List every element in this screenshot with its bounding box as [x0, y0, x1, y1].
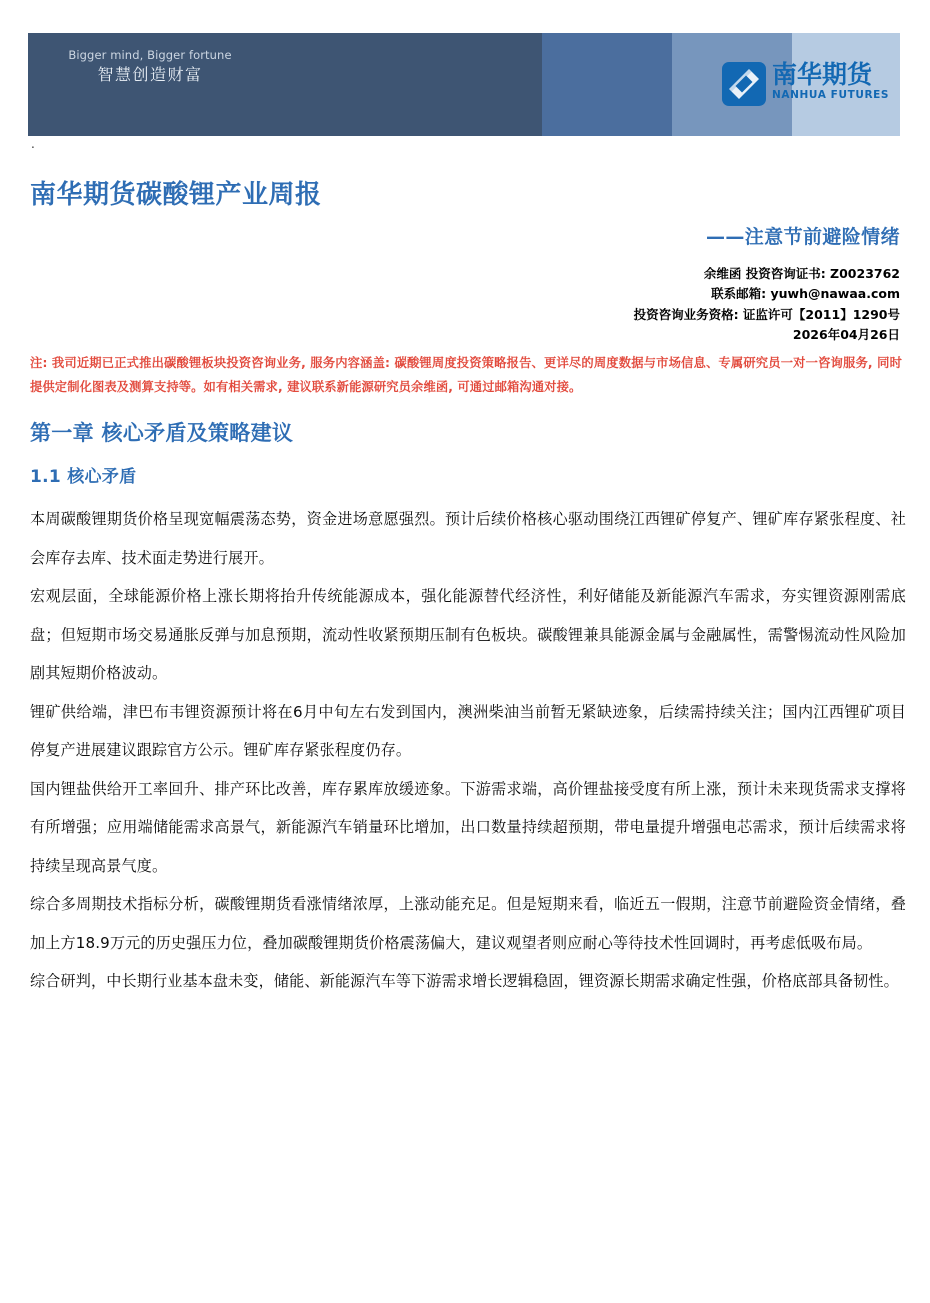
- paragraph-4: 国内锂盐供给开工率回升、排产环比改善，库存累库放缓迹象。下游需求端，高价锂盐接受度有所上涨，预计未来现货需求支撑将有所增强；应用端储能需求高景气，新能源汽车销量环比增加，出口数量持续超预期，带电量提升增强电芯需求，预计后续需求将持续呈现高景气度。: [30, 779, 906, 875]
- page-title: 南华期货碳酸锂产业周报: [30, 180, 322, 210]
- nanhua-logo-icon: [722, 62, 766, 106]
- header-band-mid: [542, 33, 672, 136]
- contact-email: 联系邮箱: yuwh@nawaa.com: [711, 286, 900, 302]
- stray-mark: .: [31, 137, 35, 151]
- logo-chinese-name: 南华期货: [772, 60, 873, 89]
- paragraph-6: 综合研判，中长期行业基本盘未变，储能、新能源汽车等下游需求增长逻辑稳固，锂资源长期需求确定性强，价格底部具备韧性。: [30, 972, 899, 990]
- author-meta-block: [634, 264, 900, 345]
- logo-english-name: NANHUA FUTURES: [772, 89, 890, 101]
- paragraph-1: 本周碳酸锂期货价格呈现宽幅震荡态势，资金进场意愿强烈。预计后续价格核心驱动围绕江西锂矿停复产、锂矿库存紧张程度、社会库存去库、技术面走势进行展开。: [30, 510, 906, 567]
- report-date: 2026年04月26日: [792, 326, 900, 342]
- service-notice: 注: 我司近期已正式推出碳酸锂板块投资咨询业务, 服务内容涵盖: 碳酸锂周度投资策略报告、更详尽的周度数据与市场信息、专属研究员一对一咨询服务, 同时提供定制化图表及测算支持等。如有相关需求, 建议联系新能源研究员余维函, 可通过邮箱沟通对接。: [30, 356, 902, 394]
- license-number: 投资咨询业务资格: 证监许可【2011】1290号: [633, 306, 900, 322]
- company-logo: [722, 62, 889, 106]
- body-content: [30, 500, 906, 1001]
- slogan-chinese: 智慧创造财富: [97, 65, 203, 85]
- logo-text: [772, 62, 889, 101]
- section-heading: 1.1 核心矛盾: [30, 467, 137, 487]
- slogan-english: Bigger mind, Bigger fortune: [68, 48, 232, 62]
- paragraph-2: 宏观层面，全球能源价格上涨长期将抬升传统能源成本，强化能源替代经济性，利好储能及新能源汽车需求，夯实锂资源刚需底盘；但短期市场交易通胀反弹与加息预期，流动性收紧预期压制有色板块。碳酸锂兼具能源金属与金融属性，需警惕流动性风险加剧其短期价格波动。: [30, 587, 906, 682]
- page-subtitle: ——注意节前避险情绪: [705, 226, 900, 248]
- analyst-credential: 余维函 投资咨询证书: Z0023762: [703, 266, 900, 281]
- company-slogan: [58, 48, 242, 85]
- paragraph-3: 锂矿供给端，津巴布韦锂资源预计将在6月中旬左右发到国内，澳洲柴油当前暂无紧缺迹象，后续需持续关注；国内江西锂矿项目停复产进展建议跟踪官方公示。锂矿库存紧张程度仍存。: [30, 702, 906, 759]
- paragraph-5: 综合多周期技术指标分析，碳酸锂期货看涨情绪浓厚，上涨动能充足。但是短期来看，临近五一假期，注意节前避险资金情绪，叠加上方18.9万元的历史强压力位，叠加碳酸锂期货价格震荡偏大，建议观望者则应耐心等待技术性回调时，再考虑低吸布局。: [30, 895, 906, 952]
- chapter-heading: 第一章 核心矛盾及策略建议: [30, 421, 294, 445]
